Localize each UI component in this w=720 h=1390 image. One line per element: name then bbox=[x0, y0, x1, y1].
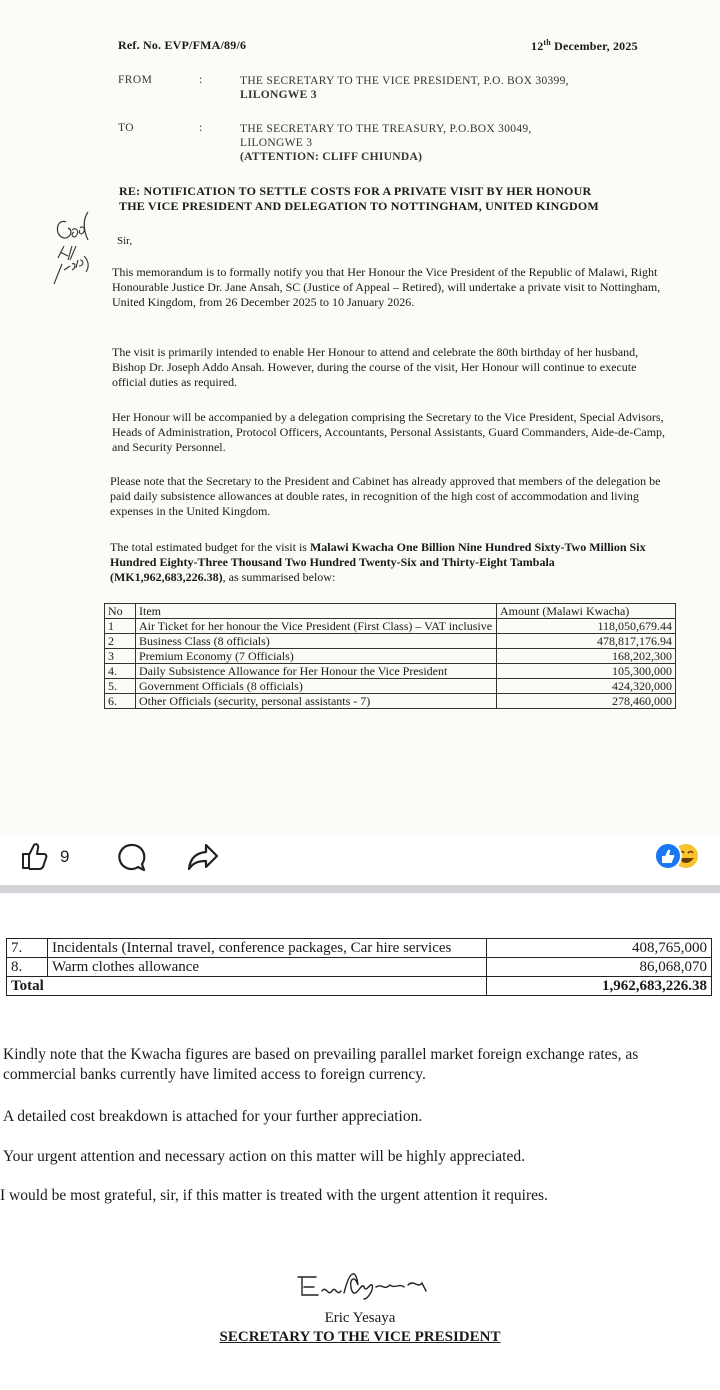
header-item: Item bbox=[136, 604, 497, 619]
paragraph-1: This memorandum is to formally notify you that Her Honour the Vice President of the Republic of Malawi, Right Honourable Justice Dr. Jane Ansah, SC (Justice of Appeal – Retired), will undertake a private visit to Nottingham, United Kingdom, from 26 December 2025 to 10 January 2026. bbox=[112, 265, 661, 309]
paragraph-2: The visit is primarily intended to enable Her Honour to attend and celebrate the 80th birthday of her husband, Bishop Dr. Joseph Addo Ansah. However, during the course of the visit, Her Honour will continue to execute official duties as required. bbox=[112, 345, 639, 389]
row-amount: 478,817,176.94 bbox=[497, 634, 676, 649]
from-label: FROM bbox=[118, 74, 153, 86]
row-item: Premium Economy (7 Officials) bbox=[136, 649, 497, 664]
row-item: Business Class (8 officials) bbox=[136, 634, 497, 649]
paragraph-4: Please note that the Secretary to the President and Cabinet has already approved that members of the delegation be paid daily subsistence allowances at double rates, in recognition of the high cost of accommodation and living expenses in the United Kingdom. bbox=[110, 474, 661, 518]
post-action-bar bbox=[0, 835, 720, 885]
table-row bbox=[105, 634, 676, 649]
to-colon: : bbox=[199, 122, 203, 134]
memo-page-2 bbox=[0, 893, 720, 1390]
from-colon: : bbox=[199, 74, 203, 86]
row-item: Incidentals (Internal travel, conference packages, Car hire services bbox=[48, 939, 487, 958]
closing-paragraph-2: A detailed cost breakdown is attached for your further appreciation. bbox=[3, 1108, 423, 1125]
table-row bbox=[105, 664, 676, 679]
to-label: TO bbox=[118, 122, 134, 134]
row-amount: 408,765,000 bbox=[487, 939, 712, 958]
row-number: 2 bbox=[105, 634, 136, 649]
row-number: 3 bbox=[105, 649, 136, 664]
to-address: THE SECRETARY TO THE TREASURY, P.O.BOX 30049, LILONGWE 3 (ATTENTION: CLIFF CHIUNDA) bbox=[240, 123, 532, 163]
closing-paragraph-3: Your urgent attention and necessary action on this matter will be highly appreciated. bbox=[3, 1148, 525, 1165]
row-amount: 86,068,070 bbox=[487, 958, 712, 977]
reference-number: Ref. No. EVP/FMA/89/6 bbox=[118, 38, 247, 52]
row-amount: 278,460,000 bbox=[497, 694, 676, 709]
from-address: THE SECRETARY TO THE VICE PRESIDENT, P.O. BOX 30399, LILONGWE 3 bbox=[240, 75, 569, 101]
signatory-name: Eric Yesaya bbox=[324, 1310, 396, 1326]
budget-table-1 bbox=[104, 603, 676, 709]
post-divider bbox=[0, 885, 720, 893]
comment-icon[interactable] bbox=[115, 841, 147, 873]
row-amount: 105,300,000 bbox=[497, 664, 676, 679]
budget-table-2 bbox=[6, 938, 712, 996]
total-amount: 1,962,683,226.38 bbox=[487, 977, 712, 996]
table-row bbox=[105, 694, 676, 709]
row-item: Air Ticket for her honour the Vice President (First Class) – VAT inclusive bbox=[136, 619, 497, 634]
signatory-title: SECRETARY TO THE VICE PRESIDENT bbox=[219, 1329, 501, 1345]
row-item: Government Officials (8 officials) bbox=[136, 679, 497, 694]
row-item: Warm clothes allowance bbox=[48, 958, 487, 977]
handwritten-annotation-icon bbox=[52, 208, 112, 288]
like-icon[interactable] bbox=[20, 841, 50, 871]
table-row bbox=[105, 649, 676, 664]
table-row bbox=[105, 619, 676, 634]
closing-paragraph-1: Kindly note that the Kwacha figures are based on prevailing parallel market foreign exchange rates, as commercial banks currently have limited access to foreign currency. bbox=[3, 1046, 639, 1083]
total-row bbox=[7, 977, 712, 996]
subject-line: RE: NOTIFICATION TO SETTLE COSTS FOR A PRIVATE VISIT BY HER HONOUR THE VICE PRESIDENT AND DELEGATION TO NOTTINGHAM, UNITED KINGDOM bbox=[119, 184, 599, 213]
row-number: 7. bbox=[7, 939, 48, 958]
row-number: 6. bbox=[105, 694, 136, 709]
table-row bbox=[7, 958, 712, 977]
salutation: Sir, bbox=[117, 235, 133, 247]
row-amount: 118,050,679.44 bbox=[497, 619, 676, 634]
row-item: Daily Subsistence Allowance for Her Honour the Vice President bbox=[136, 664, 497, 679]
signature-icon bbox=[292, 1263, 442, 1307]
row-number: 1 bbox=[105, 619, 136, 634]
share-icon[interactable] bbox=[186, 841, 220, 873]
header-amount: Amount (Malawi Kwacha) bbox=[497, 604, 676, 619]
table-row bbox=[7, 939, 712, 958]
table-row bbox=[105, 679, 676, 694]
paragraph-5: The total estimated budget for the visit is Malawi Kwacha One Billion Nine Hundred Sixty-Two Million Six Hundred Eighty-Three Thousand Two Hundred Twenty-Six and Thirty-Eight Tambala (MK1,962,683,226.38), as summarised below: bbox=[110, 540, 646, 584]
row-item: Other Officials (security, personal assistants - 7) bbox=[136, 694, 497, 709]
closing-paragraph-4: I would be most grateful, sir, if this matter is treated with the urgent attention it requires. bbox=[0, 1187, 548, 1204]
header-no: No bbox=[105, 604, 136, 619]
row-amount: 168,202,300 bbox=[497, 649, 676, 664]
like-count: 9 bbox=[60, 847, 70, 866]
total-label: Total bbox=[7, 977, 487, 996]
reaction-summary-icon[interactable] bbox=[648, 840, 704, 872]
table-header-row bbox=[105, 604, 676, 619]
row-number: 8. bbox=[7, 958, 48, 977]
memo-date: 12th December, 2025 bbox=[531, 38, 638, 53]
paragraph-3: Her Honour will be accompanied by a delegation comprising the Secretary to the Vice President, Special Advisors, Heads of Administration, Protocol Officers, Accountants, Personal Assistants, Guard Commanders, Aide-de-Camp, and Security Personnel. bbox=[112, 410, 666, 454]
row-number: 4. bbox=[105, 664, 136, 679]
row-number: 5. bbox=[105, 679, 136, 694]
row-amount: 424,320,000 bbox=[497, 679, 676, 694]
